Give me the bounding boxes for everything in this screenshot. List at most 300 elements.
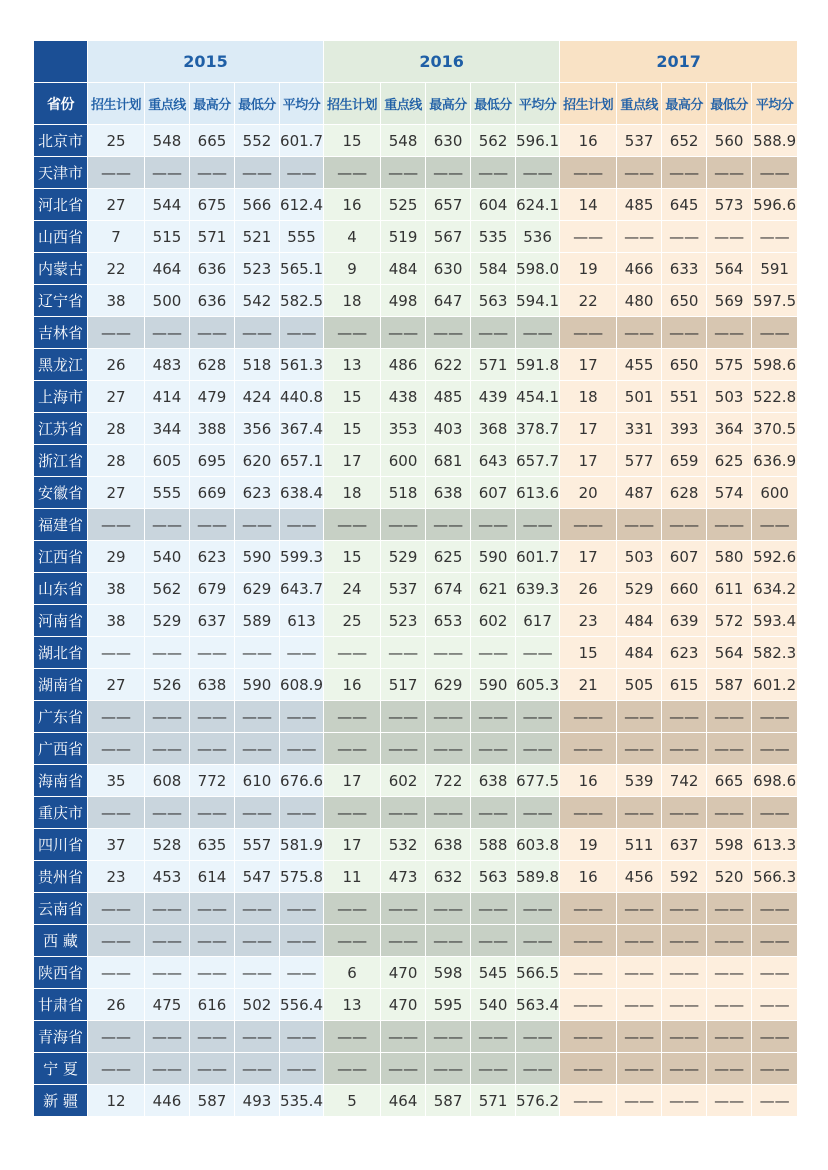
value-cell: 580 (707, 541, 752, 573)
value-cell: —— (145, 509, 190, 541)
value-cell: 647 (426, 285, 471, 317)
value-cell: 555 (280, 221, 324, 253)
value-cell: 613.3 (752, 829, 798, 861)
value-cell: 454.1 (516, 381, 560, 413)
value-cell: —— (381, 509, 426, 541)
value-cell: —— (145, 733, 190, 765)
value-cell: 607 (471, 477, 516, 509)
value-cell: —— (145, 701, 190, 733)
table-row (34, 669, 798, 701)
value-cell: —— (235, 1053, 280, 1085)
value-cell: 638.4 (280, 477, 324, 509)
value-cell: 625 (707, 445, 752, 477)
value-cell: 613 (280, 605, 324, 637)
table-row (34, 349, 798, 381)
value-cell: 523 (235, 253, 280, 285)
value-cell: —— (752, 1053, 798, 1085)
value-cell: 637 (190, 605, 235, 637)
value-cell: —— (145, 317, 190, 349)
value-cell: 544 (145, 189, 190, 221)
value-cell: —— (560, 509, 617, 541)
value-cell: —— (617, 1053, 662, 1085)
province-cell: 山西省 (34, 221, 88, 253)
value-cell: 18 (324, 477, 381, 509)
value-cell: —— (324, 637, 381, 669)
value-cell: 562 (145, 573, 190, 605)
value-cell: 483 (145, 349, 190, 381)
value-cell: —— (560, 989, 617, 1021)
value-cell: 4 (324, 221, 381, 253)
value-cell: —— (324, 1053, 381, 1085)
value-cell: —— (516, 893, 560, 925)
value-cell: —— (381, 701, 426, 733)
value-cell: 617 (516, 605, 560, 637)
value-cell: 552 (235, 125, 280, 157)
value-cell: 588 (471, 829, 516, 861)
value-cell: —— (707, 797, 752, 829)
value-cell: —— (190, 509, 235, 541)
value-cell: 518 (381, 477, 426, 509)
value-cell: 500 (145, 285, 190, 317)
value-cell: —— (471, 733, 516, 765)
value-cell: 24 (324, 573, 381, 605)
value-cell: 518 (235, 349, 280, 381)
value-cell: —— (280, 893, 324, 925)
value-cell: 620 (235, 445, 280, 477)
value-cell: 566.3 (752, 861, 798, 893)
value-cell: —— (560, 797, 617, 829)
value-cell: —— (662, 733, 707, 765)
table-row (34, 733, 798, 765)
value-cell: 695 (190, 445, 235, 477)
value-cell: —— (560, 1085, 617, 1117)
value-cell: —— (280, 509, 324, 541)
value-cell: 742 (662, 765, 707, 797)
value-cell: 547 (235, 861, 280, 893)
value-cell: 26 (560, 573, 617, 605)
value-cell: —— (381, 797, 426, 829)
value-cell: 15 (324, 413, 381, 445)
value-cell: —— (662, 317, 707, 349)
value-cell: 519 (381, 221, 426, 253)
value-cell: —— (752, 925, 798, 957)
province-cell: 浙江省 (34, 445, 88, 477)
value-cell: 14 (560, 189, 617, 221)
value-cell: 456 (617, 861, 662, 893)
value-cell: —— (381, 637, 426, 669)
value-cell: 676.6 (280, 765, 324, 797)
value-cell: —— (617, 1021, 662, 1053)
value-cell: 587 (707, 669, 752, 701)
value-cell: 480 (617, 285, 662, 317)
value-cell: 636.9 (752, 445, 798, 477)
value-cell: —— (471, 317, 516, 349)
value-cell: 566 (235, 189, 280, 221)
value-cell: 25 (88, 125, 145, 157)
value-cell: 623 (662, 637, 707, 669)
value-cell: —— (381, 733, 426, 765)
value-cell: 484 (617, 637, 662, 669)
value-cell: 598 (426, 957, 471, 989)
value-cell: —— (280, 925, 324, 957)
value-cell: —— (381, 925, 426, 957)
value-cell: —— (707, 989, 752, 1021)
province-cell: 陕西省 (34, 957, 88, 989)
value-cell: —— (235, 637, 280, 669)
table-row (34, 285, 798, 317)
value-cell: 26 (88, 349, 145, 381)
value-cell: —— (324, 797, 381, 829)
value-cell: —— (88, 701, 145, 733)
value-cell: —— (617, 317, 662, 349)
value-cell: —— (560, 157, 617, 189)
value-cell: —— (426, 157, 471, 189)
value-cell: —— (752, 221, 798, 253)
value-cell: 596.1 (516, 125, 560, 157)
value-cell: —— (381, 1021, 426, 1053)
value-cell: 475 (145, 989, 190, 1021)
province-cell: 福建省 (34, 509, 88, 541)
value-cell: —— (516, 637, 560, 669)
value-cell: 645 (662, 189, 707, 221)
value-cell: 571 (471, 349, 516, 381)
year-2015-header: 2015 (88, 41, 324, 83)
value-cell: 16 (324, 189, 381, 221)
value-cell: 611 (707, 573, 752, 605)
table-row (34, 445, 798, 477)
value-cell: 657.7 (516, 445, 560, 477)
value-cell: 388 (190, 413, 235, 445)
value-cell: 17 (560, 445, 617, 477)
value-cell: 440.8 (280, 381, 324, 413)
value-cell: 582.3 (752, 637, 798, 669)
value-cell: 595 (426, 989, 471, 1021)
value-cell: —— (381, 317, 426, 349)
value-cell: 517 (381, 669, 426, 701)
value-cell: 16 (560, 125, 617, 157)
value-cell: 598 (707, 829, 752, 861)
value-cell: 598.6 (752, 349, 798, 381)
value-cell: —— (426, 733, 471, 765)
table-row (34, 189, 798, 221)
value-cell: —— (516, 1053, 560, 1085)
value-cell: 535 (471, 221, 516, 253)
value-cell: 29 (88, 541, 145, 573)
value-cell: —— (88, 1021, 145, 1053)
value-cell: 591.8 (516, 349, 560, 381)
value-cell: 634.2 (752, 573, 798, 605)
value-cell: 367.4 (280, 413, 324, 445)
value-cell: 615 (662, 669, 707, 701)
value-cell: —— (88, 733, 145, 765)
value-cell: —— (707, 1085, 752, 1117)
value-cell: 650 (662, 285, 707, 317)
value-cell: 598.0 (516, 253, 560, 285)
value-cell: —— (471, 893, 516, 925)
value-cell: —— (662, 221, 707, 253)
value-cell: —— (235, 1021, 280, 1053)
value-cell: 677.5 (516, 765, 560, 797)
value-cell: 665 (190, 125, 235, 157)
value-cell: 636 (190, 285, 235, 317)
column-header: 重点线 (617, 83, 662, 125)
value-cell: 564 (707, 637, 752, 669)
value-cell: 528 (145, 829, 190, 861)
year-2016-header: 2016 (324, 41, 560, 83)
value-cell: —— (752, 317, 798, 349)
table-row (34, 221, 798, 253)
value-cell: —— (560, 957, 617, 989)
value-cell: 15 (324, 541, 381, 573)
value-cell: 566.5 (516, 957, 560, 989)
value-cell: 529 (381, 541, 426, 573)
value-cell: —— (190, 637, 235, 669)
value-cell: —— (662, 1021, 707, 1053)
value-cell: 639 (662, 605, 707, 637)
value-cell: 581.9 (280, 829, 324, 861)
value-cell: 470 (381, 989, 426, 1021)
value-cell: 525 (381, 189, 426, 221)
table-row (34, 413, 798, 445)
value-cell: —— (235, 893, 280, 925)
value-cell: 573 (707, 189, 752, 221)
value-cell: —— (617, 733, 662, 765)
value-cell: —— (88, 509, 145, 541)
value-cell: —— (145, 1053, 190, 1085)
value-cell: 594.1 (516, 285, 560, 317)
value-cell: —— (471, 157, 516, 189)
value-cell: 523 (381, 605, 426, 637)
value-cell: —— (471, 925, 516, 957)
value-cell: —— (324, 733, 381, 765)
value-cell: 593.4 (752, 605, 798, 637)
value-cell: 26 (88, 989, 145, 1021)
province-cell: 黑龙江 (34, 349, 88, 381)
value-cell: 669 (190, 477, 235, 509)
value-cell: 582.5 (280, 285, 324, 317)
value-cell: —— (617, 893, 662, 925)
value-cell: —— (88, 637, 145, 669)
table-body (34, 125, 798, 1117)
value-cell: —— (707, 893, 752, 925)
value-cell: —— (707, 701, 752, 733)
value-cell: 403 (426, 413, 471, 445)
value-cell: —— (190, 701, 235, 733)
value-cell: 637 (662, 829, 707, 861)
value-cell: 364 (707, 413, 752, 445)
province-cell: 贵州省 (34, 861, 88, 893)
province-cell: 四川省 (34, 829, 88, 861)
value-cell: 636 (190, 253, 235, 285)
column-header: 平均分 (752, 83, 798, 125)
value-cell: 16 (560, 861, 617, 893)
province-cell: 天津市 (34, 157, 88, 189)
value-cell: 604 (471, 189, 516, 221)
table-row (34, 573, 798, 605)
value-cell: 638 (426, 829, 471, 861)
value-cell: 13 (324, 349, 381, 381)
value-cell: —— (617, 797, 662, 829)
value-cell: —— (617, 1085, 662, 1117)
value-cell: —— (560, 317, 617, 349)
province-cell: 山东省 (34, 573, 88, 605)
value-cell: —— (324, 317, 381, 349)
province-cell: 广东省 (34, 701, 88, 733)
column-header: 平均分 (516, 83, 560, 125)
value-cell: 25 (324, 605, 381, 637)
value-cell: 681 (426, 445, 471, 477)
value-cell: 556.4 (280, 989, 324, 1021)
value-cell: 378.7 (516, 413, 560, 445)
value-cell: —— (280, 957, 324, 989)
province-column-header: 省份 (34, 83, 88, 125)
value-cell: 589 (235, 605, 280, 637)
value-cell: —— (516, 509, 560, 541)
value-cell: 38 (88, 573, 145, 605)
value-cell: —— (280, 317, 324, 349)
value-cell: 27 (88, 477, 145, 509)
province-cell: 云南省 (34, 893, 88, 925)
table-row (34, 317, 798, 349)
value-cell: 535.4 (280, 1085, 324, 1117)
value-cell: 563.4 (516, 989, 560, 1021)
value-cell: 601.2 (752, 669, 798, 701)
year-header-row (34, 41, 798, 83)
value-cell: 455 (617, 349, 662, 381)
value-cell: 564 (707, 253, 752, 285)
value-cell: —— (617, 157, 662, 189)
value-cell: —— (560, 701, 617, 733)
value-cell: 629 (235, 573, 280, 605)
value-cell: —— (516, 1021, 560, 1053)
value-cell: —— (324, 509, 381, 541)
value-cell: 466 (617, 253, 662, 285)
value-cell: 424 (235, 381, 280, 413)
value-cell: —— (560, 925, 617, 957)
value-cell: —— (190, 957, 235, 989)
value-cell: 21 (560, 669, 617, 701)
value-cell: 20 (560, 477, 617, 509)
value-cell: 17 (324, 765, 381, 797)
value-cell: 665 (707, 765, 752, 797)
value-cell: —— (88, 957, 145, 989)
value-cell: —— (662, 925, 707, 957)
value-cell: —— (88, 1053, 145, 1085)
value-cell: —— (617, 509, 662, 541)
value-cell: 652 (662, 125, 707, 157)
value-cell: 657 (426, 189, 471, 221)
value-cell: 597.5 (752, 285, 798, 317)
column-header: 招生计划 (88, 83, 145, 125)
value-cell: 605.3 (516, 669, 560, 701)
table-row (34, 1021, 798, 1053)
value-cell: —— (662, 157, 707, 189)
value-cell: —— (190, 1053, 235, 1085)
province-cell: 吉林省 (34, 317, 88, 349)
value-cell: —— (190, 925, 235, 957)
value-cell: —— (516, 157, 560, 189)
value-cell: 15 (324, 125, 381, 157)
value-cell: 438 (381, 381, 426, 413)
value-cell: 11 (324, 861, 381, 893)
value-cell: —— (617, 925, 662, 957)
value-cell: 522.8 (752, 381, 798, 413)
province-cell: 辽宁省 (34, 285, 88, 317)
value-cell: —— (145, 957, 190, 989)
value-cell: —— (324, 893, 381, 925)
province-cell: 河北省 (34, 189, 88, 221)
value-cell: 453 (145, 861, 190, 893)
value-cell: 537 (381, 573, 426, 605)
province-cell: 新 疆 (34, 1085, 88, 1117)
value-cell: 614 (190, 861, 235, 893)
value-cell: 485 (617, 189, 662, 221)
value-cell: 35 (88, 765, 145, 797)
province-cell: 海南省 (34, 765, 88, 797)
value-cell: 591 (752, 253, 798, 285)
value-cell: 503 (707, 381, 752, 413)
value-cell: —— (471, 797, 516, 829)
value-cell: 592.6 (752, 541, 798, 573)
value-cell: 551 (662, 381, 707, 413)
admission-scores-table (33, 40, 798, 1117)
value-cell: 592 (662, 861, 707, 893)
value-cell: —— (707, 317, 752, 349)
value-cell: 446 (145, 1085, 190, 1117)
value-cell: —— (190, 797, 235, 829)
value-cell: —— (752, 893, 798, 925)
value-cell: 601.7 (280, 125, 324, 157)
value-cell: —— (381, 157, 426, 189)
value-cell: 563 (471, 861, 516, 893)
value-cell: 575.8 (280, 861, 324, 893)
value-cell: —— (662, 989, 707, 1021)
value-cell: 493 (235, 1085, 280, 1117)
value-cell: —— (145, 1021, 190, 1053)
value-cell: —— (88, 157, 145, 189)
value-cell: —— (560, 221, 617, 253)
value-cell: 632 (426, 861, 471, 893)
value-cell: 6 (324, 957, 381, 989)
value-cell: —— (752, 957, 798, 989)
province-cell: 湖南省 (34, 669, 88, 701)
value-cell: —— (707, 157, 752, 189)
column-header: 招生计划 (324, 83, 381, 125)
value-cell: 487 (617, 477, 662, 509)
value-cell: —— (471, 701, 516, 733)
province-cell: 上海市 (34, 381, 88, 413)
value-cell: 621 (471, 573, 516, 605)
value-cell: —— (145, 797, 190, 829)
value-cell: —— (752, 1021, 798, 1053)
province-cell: 青海省 (34, 1021, 88, 1053)
value-cell: 344 (145, 413, 190, 445)
value-cell: 608 (145, 765, 190, 797)
table-row (34, 829, 798, 861)
value-cell: —— (280, 1021, 324, 1053)
province-cell: 西 藏 (34, 925, 88, 957)
value-cell: —— (190, 157, 235, 189)
value-cell: —— (88, 317, 145, 349)
column-header: 平均分 (280, 83, 324, 125)
value-cell: 574 (707, 477, 752, 509)
value-cell: —— (752, 733, 798, 765)
value-cell: —— (707, 733, 752, 765)
value-cell: —— (560, 1021, 617, 1053)
value-cell: 772 (190, 765, 235, 797)
value-cell: 17 (324, 445, 381, 477)
value-cell: 624.1 (516, 189, 560, 221)
